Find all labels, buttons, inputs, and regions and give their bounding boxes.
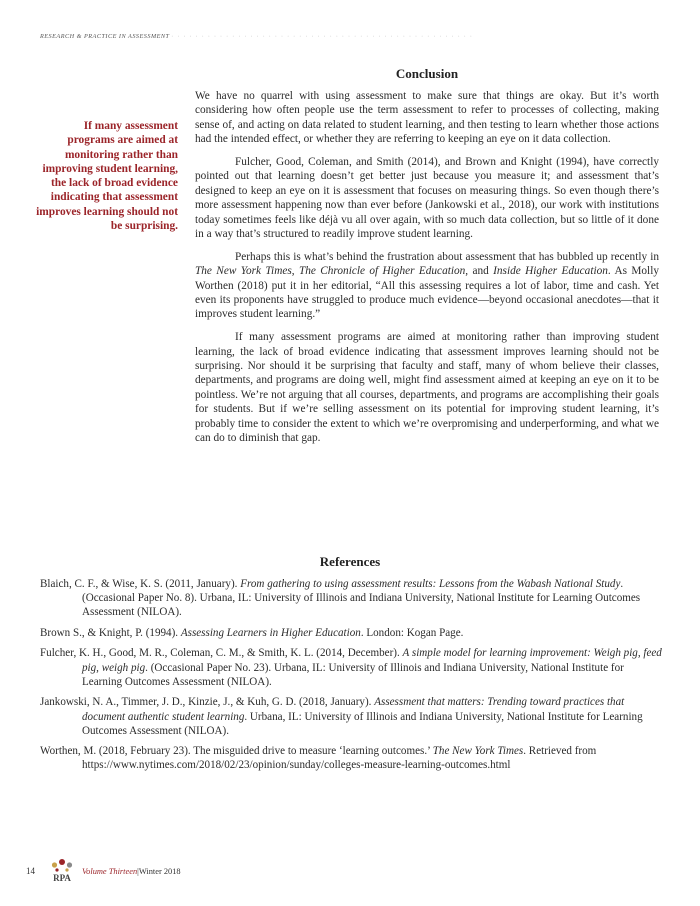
page-number: 14: [26, 866, 35, 876]
logo-text: RPA: [53, 873, 71, 883]
running-head-title: RESEARCH & PRACTICE IN ASSESSMENT: [40, 33, 170, 40]
reference-item: Brown S., & Knight, P. (1994). Assessing Learners in Higher Education. London: Kogan Page.: [40, 626, 464, 639]
page-footer: [26, 858, 181, 884]
running-head: [40, 33, 474, 40]
publication-chronicle: The Chronicle of Higher Education: [298, 265, 466, 278]
conclusion-paragraph-2: Fulcher, Good, Coleman, and Smith (2014), and Brown and Knight (1994), have correctly pointed out that learning doesn’t get better just because you measure it; and assessment that’s designed to keep an eye on it is assessment that focuses on measuring things. So even though there’s more assessment happening now than ever before (Jankowski et al., 2018), our work with institutions today sometimes feels like déjà vu all over again, with so much data collection, but so little of it done in a way that’s structured to readily improve student learning.: [195, 156, 659, 241]
publication-inside-higher-ed: Inside Higher Education: [493, 265, 608, 278]
reference-item: Blaich, C. F., & Wise, K. S. (2011, January). From gathering to using assessment results: Lessons from the Wabash National Study. (Occasional Paper No. 8). Urbana, IL: University of Illinois and Indiana University, National Institute for Learning Outcomes Assessment (NILOA).: [40, 578, 641, 619]
rpa-logo-icon: [47, 858, 77, 884]
issue-date: Winter 2018: [138, 866, 181, 876]
footer-separator: |: [137, 866, 139, 876]
conclusion-body: [195, 89, 659, 454]
references-heading: References: [319, 554, 381, 569]
pullquote: If many assessment programs are aimed at monitoring rather than improving student learning, the lack of broad evidence indicating that assessment improves learning should not be surprising.: [36, 120, 178, 233]
reference-url: . Retrieved from https://www.nytimes.com/2018/02/23/opinion/sunday/colleges-measure-learning-outcomes.html: [82, 745, 597, 772]
conclusion-paragraph-1: We have no quarrel with using assessment to make sure that things are okay. But it’s worth considering how often people use the term assessment to refer to processes of collecting, making sense of, and acting on data related to student learning, and then testing to learn whether those actions had the intended effect, or whether they are referring to keeping an eye on it data collection.: [195, 90, 659, 146]
running-head-dots: · · · · · · · · · · · · · · · · · · · · · · · · · · · · · · · · · · · · · · · · · · · · · · · · · ·: [171, 33, 474, 40]
conclusion-paragraph-3: Perhaps this is what’s behind the frustration about assessment that has bubbled up recently in The New York Times, The Chronicle of Higher Education, and Inside Higher Education. As Molly Worthen (2018) put it in her editorial, “All this assessing requires a lot of labor, time and cash. Yet even its proponents have struggled to produce much evidence—beyond occasional anecdotes—that it improves student learning.”: [195, 250, 659, 321]
reference-list: [40, 577, 662, 779]
reference-item: Worthen, M. (2018, February 23). The misguided drive to measure ‘learning outcomes.’ The New York Times. Retrieved from https://www.nytimes.com/2018/02/23/opinion/sunday/colleges-measure-learning-outcomes.html: [40, 745, 597, 772]
conclusion-heading: Conclusion: [395, 66, 459, 81]
volume-label: Volume Thirteen: [82, 866, 138, 876]
conclusion-paragraph-4: If many assessment programs are aimed at monitoring rather than improving student learning, the lack of broad evidence indicating that assessment improves learning should not be surprising. Nor should it be surprising that faculty and staff, many of whom believe their classes, departments, and programs are doing well, might find assessment aimed at keeping an eye on it to be pointless. We’re not arguing that all courses, departments, and programs are accomplishing their goals for students. But if we’re selling assessment on its potential for improving student learning, it’s probably time to consider the extent to which we’re overpromising and underperforming, and what we can do to diminish that gap.: [195, 331, 659, 445]
reference-item: Jankowski, N. A., Timmer, J. D., Kinzie, J., & Kuh, G. D. (2018, January). Assessment that matters: Trending toward practices that document authentic student learning. Urbana, IL: University of Illinois and Indiana University, National Institute for Learning Outcomes Assessment (NILOA).: [40, 696, 643, 737]
reference-item: Fulcher, K. H., Good, M. R., Coleman, C. M., & Smith, K. L. (2014, December). A simple model for learning improvement: Weigh pig, feed pig, weigh pig. (Occasional Paper No. 23). Urbana, IL: University of Illinois and Indiana University, National Institute for Learning Outcomes Assessment (NILOA).: [40, 647, 662, 688]
publication-nyt: The New York Times: [195, 265, 292, 278]
